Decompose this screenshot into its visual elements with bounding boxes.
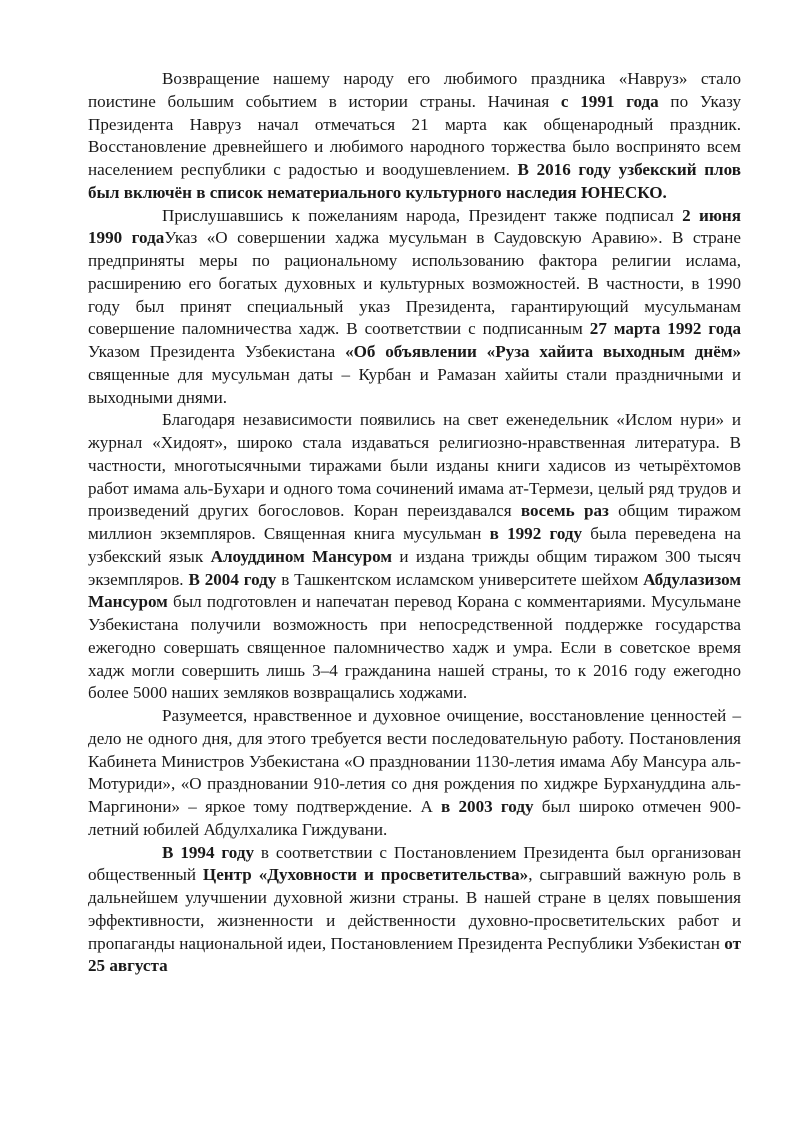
paragraph-spiritual-renewal (88, 705, 741, 842)
bold-text-run: Центр «Духовности и просветительства» (202, 865, 529, 885)
bold-text-run: «Об объявлении «Руза хайита выходным днём» (345, 342, 742, 361)
text-run: Благодаря независимости появились на свет еженедельник «Ислом нури» и журнал «Хидоят», широко стала издаваться религиозно-нравственная литература. В частности, многотысячными тиражами были изданы книги хадисов из четырёхтомов работ имама аль-Бухари и одного тома сочинений имама ат-Термези, целый ряд трудов и произведений других богословов. Коран переиздавался (88, 410, 741, 521)
document-page (88, 68, 741, 978)
text-run: был широко отмечен 900-летний юбилей Абдулхалика Гиждувани. (88, 797, 741, 839)
text-run: в Ташкентском исламском университете шейхом (276, 569, 644, 589)
paragraph-navruz (88, 68, 741, 205)
bold-text-run: В 2004 году (188, 569, 277, 589)
bold-text-run: Алоуддином Мансуром (210, 546, 392, 566)
text-run: Разумеется, нравственное и духовное очищение, восстановление ценностей – дело не одного дня, для этого требуется вести последовательную работу. Постановления Кабинета Министров Узбекистана «О праздновании 1130-летия имама Абу Мансура аль-Мотуриди», «О праздновании 910-летия со дня рождения по хиджре Бурхануддина аль-Маргинони» – яркое тому подтверждение. А (88, 706, 741, 816)
text-run: была переведена на узбекский язык (88, 524, 741, 566)
paragraph-religious-literature (88, 409, 741, 705)
paragraph-spirituality-center (88, 842, 741, 979)
text-run: по Указу Президента Навруз начал отмечаться 21 марта как общенародный праздник. Восстановление древнейшего и любимого народного торжества было воспринято всем населением республики с радостью и воодушевлением. (88, 91, 742, 179)
text-run: Прислушавшись к пожеланиям народа, Президент также подписал (162, 205, 683, 225)
text-run: в соответствии с Постановлением Президента был организован общественный (88, 842, 741, 885)
bold-text-run: В 2016 году узбекский плов был включён в список нематериального культурного наследия ЮНЕСКО. (88, 160, 741, 202)
bold-text-run: 2 июня 1990 года (88, 205, 741, 248)
text-run: общим тиражом миллион экземпляров. Священная книга мусульман (88, 501, 741, 543)
bold-text-run: с 1991 года (560, 91, 659, 111)
bold-text-run: восемь раз (520, 501, 609, 521)
text-run: и издана трижды общим тиражом 300 тысяч экземпляров. (88, 546, 741, 589)
text-run: священные для мусульман даты – Курбан и Рамазан хайиты стали праздничными и выходными днями. (88, 364, 741, 407)
bold-text-run: от 25 августа (88, 933, 741, 976)
bold-text-run: 27 марта 1992 года (589, 319, 741, 339)
bold-text-run: в 1992 году (489, 524, 583, 543)
bold-text-run: Абдулазизом Мансуром (88, 569, 741, 612)
bold-text-run: в 2003 году (441, 797, 534, 816)
text-run: Указ «О совершении хаджа мусульман в Саудовскую Аравию». В стране предприняты меры по рациональному использованию фактора религии ислама, расширению его богатых духовных и культурных возможностей. В частности, в 1990 году был принят специальный указ Президента, гарантирующий мусульманам совершение паломничества хадж. В соответствии с подписанным (88, 228, 741, 339)
paragraph-hajj-decree (88, 205, 741, 410)
text-run: , сыгравший важную роль в дальнейшем улучшении духовной жизни страны. В нашей стране в целях повышения эффективности, жизненности и действенности духовно-просветительских работ и пропаганды национальной идеи, Постановлением Президента Республики Узбекистан (88, 865, 741, 953)
text-run: был подготовлен и напечатан перевод Корана с комментариями. Мусульмане Узбекистана получили возможность при непосредственной поддержке государства ежегодно совершать священное паломничество хадж и умра. Если в советское время хадж могли совершить лишь 3–4 гражданина нашей страны, то к 2016 году ежегодно более 5000 наших земляков возвращались ходжами. (88, 592, 741, 703)
text-run: Указом Президента Узбекистана (88, 342, 346, 361)
bold-text-run: В 1994 году (162, 842, 255, 862)
text-run: Возвращение нашему народу его любимого праздника «Навруз» стало поистине большим событием в истории страны. Начиная (88, 69, 741, 111)
